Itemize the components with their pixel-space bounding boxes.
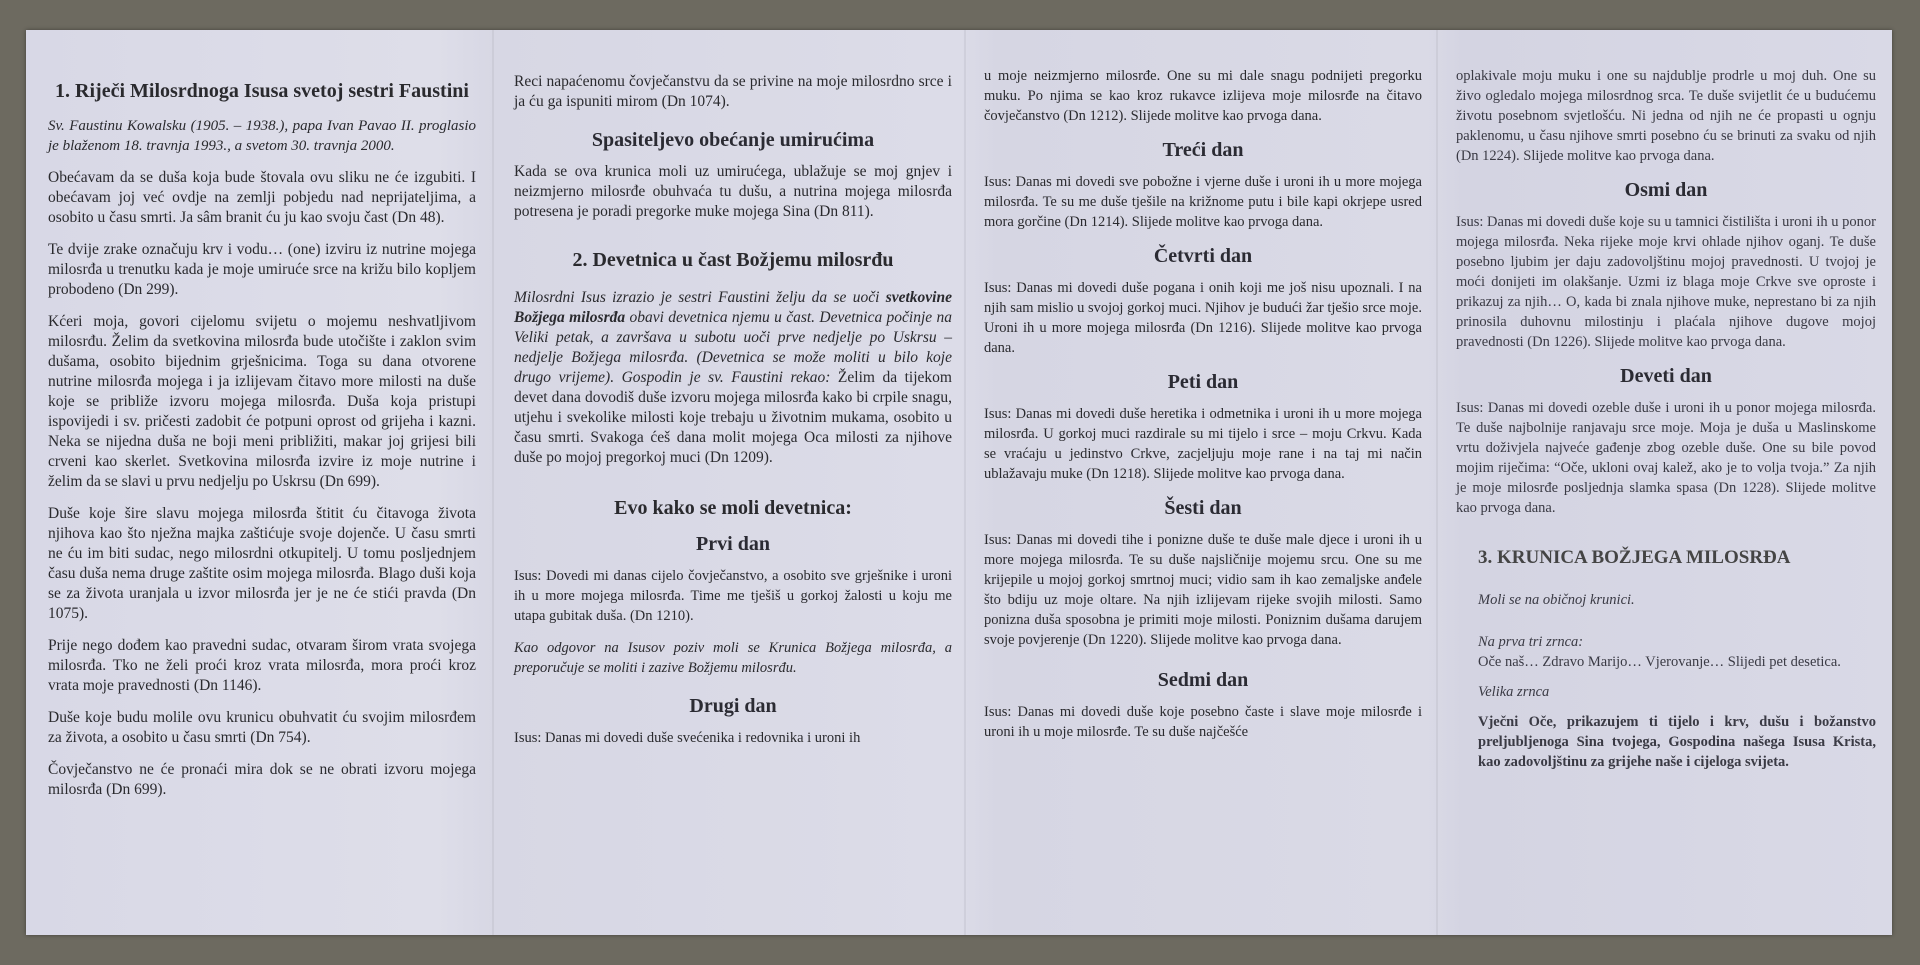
heading-promise: Spasiteljevo obećanje umirućima	[591, 129, 875, 151]
paragraph: Prije nego dođem kao pravedni sudac, otvaram širom vrata svojega milosrđa. Tko ne želi proći kroz vrata milosrđa, mora proći kroz vrata moje pravednosti (Dn 1146).	[48, 637, 476, 694]
novena-intro-bold: svetkovine Božjega milosrđa	[514, 289, 952, 326]
paragraph: Obećavam da se duša koja bude štovala ovu sliku ne će izgubiti. I obećavam joj već ovdje na zemlji pobjedu nad neprijateljima, a osobito u času smrti. Ja sâm branit ću ju kao svoju čast (Dn 48).	[48, 169, 476, 226]
section-2-title: 2. Devetnica u čast Božjemu milosrđu	[572, 249, 894, 271]
rosary-prayer-eternal-father: Vječni Oče, prikazujem ti tijelo i krv, dušu i božanstvo preljubljenoga Sina tvojega, Gospodina našega Isusa Krista, kao zadovoljštinu za grijehe naše i cijeloga svijeta.	[1478, 714, 1876, 770]
paragraph: oplakivale moju muku i one su najdublje prodrle u moj duh. One su živo ogledalo mojega milosrdnog srca. Te duše svijetlit će u budućemu životu posebnom svjetlošću. Ni jedna od njih ne će propasti u ognju paklenomu, u času njihove smrti posebno ću se brinuti za svaku od njih (Dn 1224). Slijede molitve kao prvoga dana.	[1456, 68, 1876, 164]
novena-intro-text: obavi devetnica njemu u čast. Devetnica počinje na Veliki petak, a završava u subotu uoči prve nedjelje po Uskrsu – nedjelje Božjega milosrđa. (Devetnica se može moliti u bilo koje drugo vrijeme). Gospodin je sv. Faustini rekao:	[514, 309, 952, 386]
paragraph: Kada se ova krunica moli uz umirućega, ublažuje se moj gnjev i neizmjerno milosrđe obuhvaća tu dušu, a nutrina mojega milosrđa potresena je poradi pregorke muke mojega Sina (Dn 811).	[514, 163, 952, 220]
day-1-text: Isus: Dovedi mi danas cijelo čovječanstvo, a osobito sve grješnike i uroni ih u more mojega milosrđa. Time me tješiš u gorkoj žalosti u koju me utapa gubitak duša. (Dn 1210).	[514, 568, 952, 624]
day-2-text: Isus: Danas mi dovedi duše svećenika i redovnika i uroni ih	[514, 730, 861, 746]
day-6-text: Isus: Danas mi dovedi tihe i ponizne duše te duše male djece i uroni ih u more mojega milosrđa. Te su duše najsličnije mojemu srcu. One su me krijepile u mojoj gorkoj smrtnoj muci; vidio sam ih kao zemaljske anđele što bdiju uz moje oltare. Na njih izlijevam rijeke svojih milosti. Samo ponizna duša sposobna je primiti moje milosti. Poniznim dušama darujem svoje povjerenje (Dn 1220). Slijede molitve kao prvoga dana.	[984, 532, 1422, 648]
day-8-text: Isus: Danas mi dovedi duše koje su u tamnici čistilišta i uroni ih u ponor mojega milosrđa. Neka rijeke moje krvi ohlade njihov oganj. Te duše posebno ljubim jer daju zadovoljštinu mojoj pravednosti. U tvojoj je moći donijeti im olakšanje. Uzmi iz blaga moje Crkve sve oproste i prikazuj za njih… O, kada bi znala njihove muke, neprestano bi za njih prinosila duhovnu milostinju i plaćala njihove dugove mojoj pravednosti (Dn 1226). Slijede molitve kao prvoga dana.	[1456, 214, 1876, 350]
day-9-text: Isus: Danas mi dovedi ozeble duše i uroni ih u ponor mojega milosrđa. Te duše najbolnije ranjavaju srce moje. Moja je duša u Maslinskome vrtu doživjela najveće gađenje zbog ozeble duše. One su bile povod mojim riječima: “Oče, ukloni ovaj kalež, ako je to volja tvoja.” Za njih je moje milosrđe posljednja slamka spasa (Dn 1228). Slijede molitve kao prvoga dana.	[1456, 400, 1876, 516]
column-4	[1456, 66, 1876, 784]
rosary-prayers: Oče naš… Zdravo Marijo… Vjerovanje… Slijedi pet desetica.	[1478, 654, 1841, 670]
fold-line	[492, 30, 494, 935]
paragraph: Kćeri moja, govori cijelomu svijetu o mojemu neshvatljivom milosrđu. Želim da svetkovina milosrđa bude utočište i zaklon svim dušama, osobito bijednim grješnicima. Toga su dana otvorene nutrine milosrđa mojega i ja izlijevam čitavo more milosti na duše koje se približe izvoru mojega milosrđa. Duša koja pristupi ispovijedi i sv. pričesti zadobit će potpuni oprost od grijeha i kazni. Neka se nijedna duša ne boji meni približiti, makar joj grijesi bili crveni kao skerlet. Svetkovina milosrđa izvire iz moje nutrine i želim da se slavi u prvu nedjelju po Uskrsu (Dn 699).	[48, 313, 476, 490]
day-3-text: Isus: Danas mi dovedi sve pobožne i vjerne duše i uroni ih u more mojega milosrđa. Te su me duše tješile na križnome putu i bile kapi okrjepe usred mora gorčine (Dn 1214). Slijede molitve kao prvoga dana.	[984, 174, 1422, 230]
paragraph: Čovječanstvo ne će pronaći mira dok se ne obrati izvoru mojega milosrđa (Dn 699).	[48, 761, 476, 798]
heading-day-9: Deveti dan	[1620, 365, 1712, 387]
fold-line	[964, 30, 966, 935]
heading-day-8: Osmi dan	[1624, 179, 1708, 201]
rosary-first-beads: Na prva tri zrnca:	[1478, 634, 1584, 650]
heading-day-4: Četvrti dan	[1153, 245, 1253, 267]
paragraph: Reci napaćenomu čovječanstvu da se privine na moje milosrdno srce i ja ću ga ispuniti mirom (Dn 1074).	[514, 73, 952, 110]
heading-day-1: Prvi dan	[696, 533, 770, 555]
paragraph: Te dvije zrake označuju krv i vodu… (one) izviru iz nutrine mojega milosrđa u trenutku kada je moje umiruće srce na križu bilo kopljem probodeno (Dn 299).	[48, 241, 476, 298]
heading-day-7: Sedmi dan	[1157, 669, 1249, 691]
day-5-text: Isus: Danas mi dovedi duše heretika i odmetnika i uroni ih u more mojega milosrđa. U gorkoj muci razdirale su mi tijelo i srce – moju Crkvu. Kada se vraćaju u jedinstvo Crkve, zacjeljuju moje rane i na taj mi način ublažavaju muke (Dn 1218). Slijede molitve kao prvoga dana.	[984, 406, 1422, 482]
paragraph: Duše koje budu molile ovu krunicu obuhvatit ću svojim milosrđem za života, a osobito u času smrti (Dn 754).	[48, 709, 476, 746]
day-1-note: Kao odgovor na Isusov poziv moli se Krunica Božjega milosrđa, a preporučuje se moliti i zazive Božjemu milosrđu.	[514, 640, 952, 676]
heading-how: Evo kako se moli devetnica:	[614, 497, 852, 519]
heading-day-6: Šesti dan	[1164, 497, 1242, 519]
section-3-title: 3. KRUNICA BOŽJEGA MILOSRĐA	[1478, 547, 1791, 568]
heading-day-5: Peti dan	[1167, 371, 1239, 393]
novena-intro	[514, 288, 952, 468]
novena-intro-text: Milosrdni Isus izrazio je sestri Faustini želju da se uoči	[514, 289, 886, 306]
column-2	[514, 72, 952, 760]
section-1-title: 1. Riječi Milosrdnoga Isusa svetoj sestri Faustini	[55, 80, 469, 102]
column-3	[984, 66, 1422, 754]
novena-quote: Želim da tijekom devet dana dovodiš duše izvoru mojega milosrđa kako bi crpile snagu, utjehu i svekolike milosti koje trebaju u životnim mukama, osobito u času smrti. Svakoga ćeš dana molit mojega Oca milosti za njihove duše po mojoj pregorkoj muci (Dn 1209).	[514, 369, 952, 466]
paragraph: u moje neizmjerno milosrđe. One su mi dale snagu podnijeti pregorku muku. Po njima se kao kroz rukavce izlijeva moje milosrđe na čitavo čovječanstvo (Dn 1212). Slijede molitve kao prvoga dana.	[984, 68, 1422, 124]
column-1	[48, 78, 476, 812]
rosary-large-beads: Velika zrnca	[1478, 684, 1550, 700]
leaflet-sheet	[26, 30, 1892, 935]
day-4-text: Isus: Danas mi dovedi duše pogana i onih koji me još nisu upoznali. I na njih sam mislio u svojoj gorkoj muci. Njihov je budući žar tješio srce moje. Uroni ih u more mojega milosrđa (Dn 1216). Slijede molitve kao prvoga dana.	[984, 280, 1422, 356]
heading-day-2: Drugi dan	[689, 695, 777, 717]
paragraph: Duše koje šire slavu mojega milosrđa štitit ću čitavoga života njihova kao što nježna majka zaštićuje svoje dojenče. U času smrti ne ću im biti sudac, nego milosrdni otkupitelj. U tomu posljednjem času duša nema druge zaštite osim mojega milosrđa. Blago duši koja se za života uranjala u izvor milosrđa jer je ne će stići pravda (Dn 1075).	[48, 505, 476, 622]
rosary-instruction: Moli se na običnoj krunici.	[1478, 592, 1635, 608]
fold-line	[1436, 30, 1438, 935]
day-7-text: Isus: Danas mi dovedi duše koje posebno časte i slave moje milosrđe i uroni ih u moje milosrđe. Te su duše najčešće	[984, 704, 1422, 740]
intro-note: Sv. Faustinu Kowalsku (1905. – 1938.), papa Ivan Pavao II. proglasio je blaženom 18. travnja 1993., a svetom 30. travnja 2000.	[48, 118, 476, 154]
heading-day-3: Treći dan	[1162, 139, 1244, 161]
